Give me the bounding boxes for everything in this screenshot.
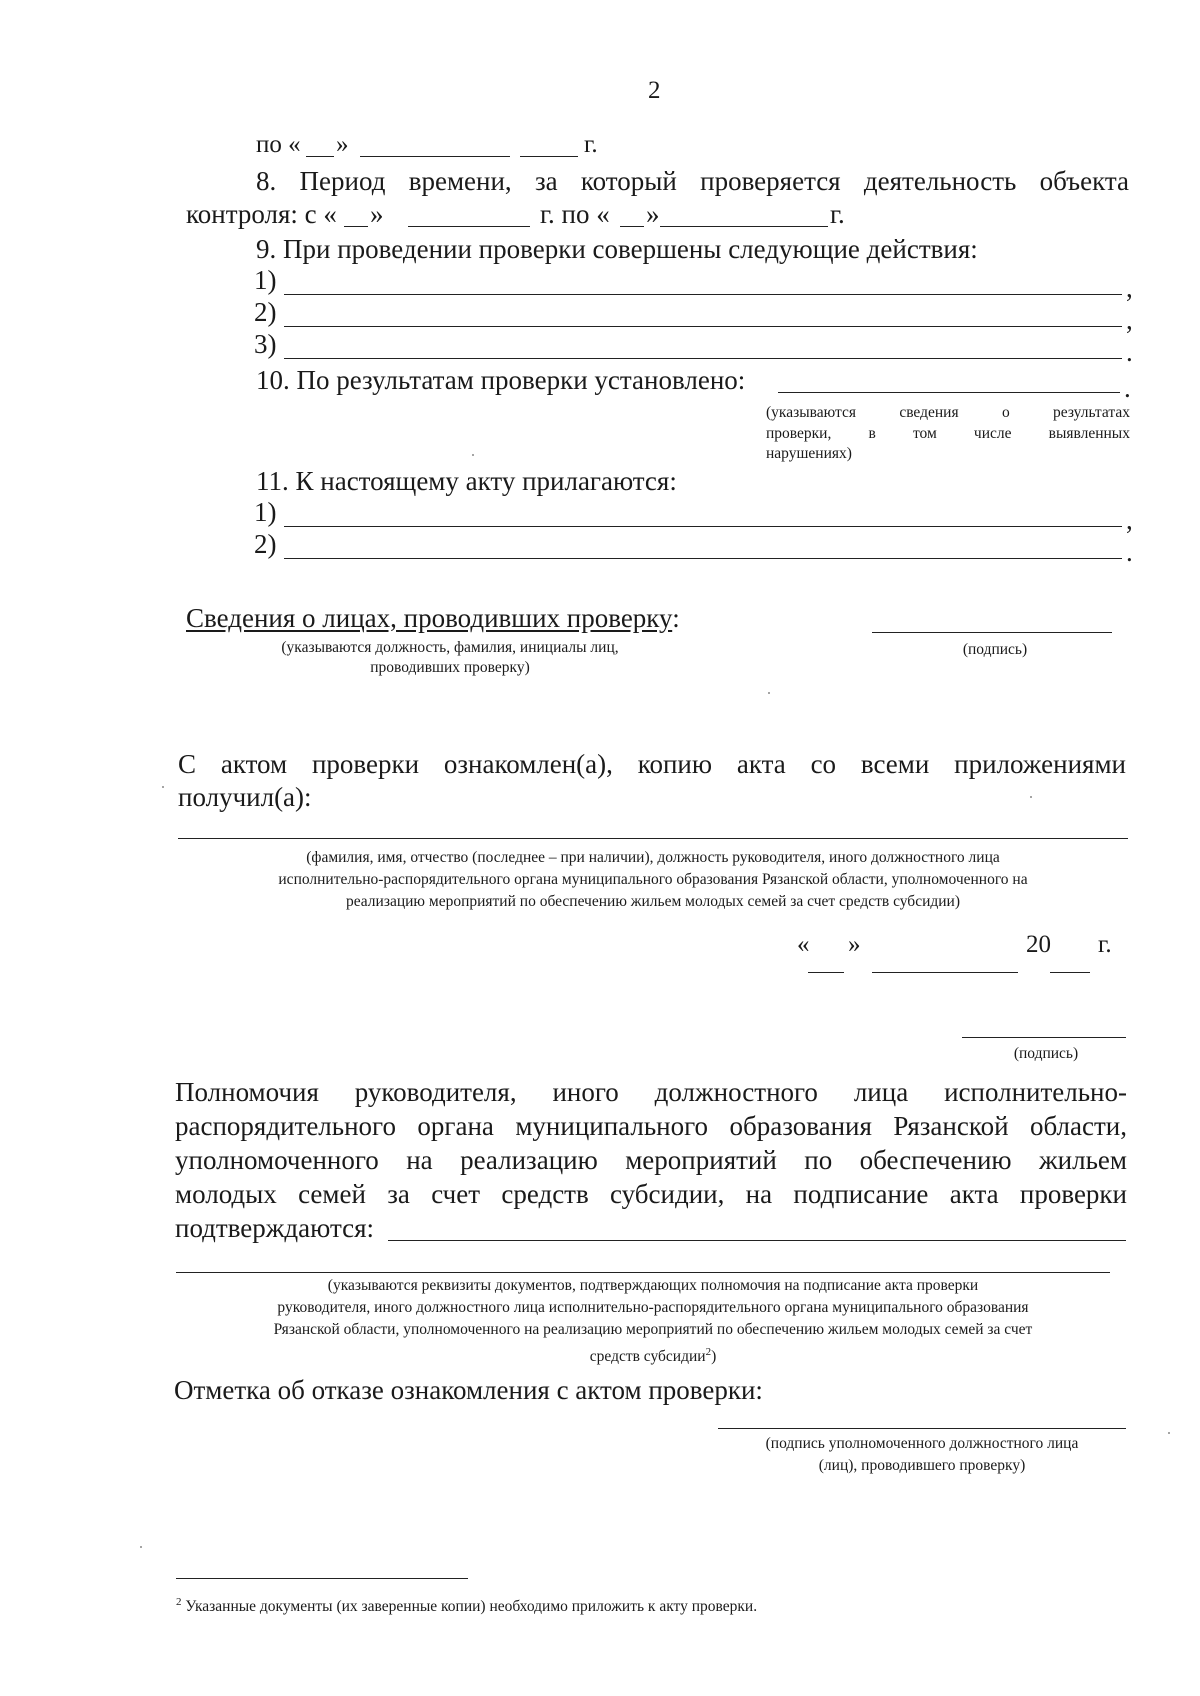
blank-to-day[interactable] xyxy=(620,226,644,227)
acquainted-signature-label: (подпись) xyxy=(1013,1045,1079,1062)
date-year-prefix: 20 xyxy=(1026,931,1051,958)
item11-heading: 11. К настоящему акту прилагаются: xyxy=(256,466,677,496)
powers-note-close: ) xyxy=(711,1348,717,1366)
date-open-quote: « xyxy=(797,931,810,958)
note-word: сведения xyxy=(899,404,959,421)
item11-row1-end: , xyxy=(1126,505,1133,535)
item10-note-row3: нарушениях) xyxy=(766,445,852,462)
inspectors-colon: : xyxy=(672,603,680,633)
scan-speck xyxy=(1168,1432,1170,1434)
item11-row2-num: 2) xyxy=(254,529,277,559)
item9-row1-end: , xyxy=(1126,273,1133,303)
item10-note-row2 xyxy=(766,424,1130,444)
refusal-note-line2: (лиц), проводившего проверку) xyxy=(818,1457,1026,1474)
scan-speck xyxy=(768,692,770,694)
note-word: том xyxy=(912,425,937,442)
po-prefix: по « xyxy=(256,131,301,158)
note-word: в xyxy=(868,425,876,442)
blank-month[interactable] xyxy=(360,156,510,157)
scan-speck xyxy=(162,786,164,788)
powers-line3: уполномоченного на реализацию мероприятий по обеспечению жильем xyxy=(175,1145,1127,1175)
note-word: (указываются xyxy=(766,404,856,421)
acquainted-note-line3: реализацию мероприятий по обеспечению жильем молодых семей за счет средств субсидии) xyxy=(345,893,961,910)
powers-note-footnote-ref[interactable]: 2 xyxy=(705,1346,712,1358)
acquainted-line2: получил(а): xyxy=(178,782,312,812)
item9-row3-blank[interactable] xyxy=(284,358,1122,359)
refusal-note-line1: (подпись уполномоченного должностного лица xyxy=(765,1435,1079,1452)
acquainted-name-blank[interactable] xyxy=(178,838,1128,839)
blank-date-day[interactable] xyxy=(808,972,844,973)
item10-heading: 10. По результатам проверки установлено: xyxy=(256,365,746,395)
blank-from-month[interactable] xyxy=(408,226,530,227)
refusal-signature-blank[interactable] xyxy=(718,1428,1126,1429)
footnote xyxy=(176,1592,757,1617)
blank-day[interactable] xyxy=(306,156,334,157)
note-word: выявленных xyxy=(1048,425,1130,442)
item9-row2-blank[interactable] xyxy=(284,326,1122,327)
item10-note-row1 xyxy=(766,403,1130,423)
inspectors-title: Сведения о лицах, проводивших проверку xyxy=(186,603,673,633)
powers-line4: молодых семей за счет средств субсидии, на подписание акта проверки xyxy=(175,1179,1127,1209)
po-close-quote: » xyxy=(336,131,349,158)
scan-speck xyxy=(472,454,474,456)
item11-row1-blank[interactable] xyxy=(284,526,1122,527)
blank-date-year[interactable] xyxy=(1050,972,1090,973)
footnote-text: Указанные документы (их заверенные копии) необходимо приложить к акту проверки. xyxy=(185,1598,758,1616)
powers-blank-1[interactable] xyxy=(388,1240,1126,1241)
inspectors-signature-label: (подпись) xyxy=(962,641,1028,658)
item11-row2-blank[interactable] xyxy=(284,558,1122,559)
scan-speck xyxy=(1030,796,1032,798)
blank-date-month[interactable] xyxy=(872,972,1018,973)
inspectors-heading xyxy=(186,602,680,634)
blank-to-month[interactable] xyxy=(660,226,828,227)
item8-close1: » xyxy=(370,199,384,229)
item9-row2-num: 2) xyxy=(254,297,277,327)
item9-row3-end: . xyxy=(1126,337,1133,367)
item8-mid: г. по « xyxy=(540,199,610,229)
powers-note-line2: руководителя, иного должностного лица исполнительно-распорядительного органа муниципального образования xyxy=(277,1299,1029,1316)
note-word: о xyxy=(1001,404,1010,421)
powers-line5: подтверждаются: xyxy=(175,1213,375,1243)
page-number: 2 xyxy=(648,77,661,104)
po-suffix: г. xyxy=(584,131,598,158)
scan-speck xyxy=(140,1546,142,1548)
item9-heading: 9. При проведении проверки совершены следующие действия: xyxy=(256,234,978,264)
date-year-suffix: г. xyxy=(1098,931,1112,958)
powers-note-line1: (указываются реквизиты документов, подтверждающих полномочия на подписание акта проверки xyxy=(327,1277,979,1294)
item11-row2-end: . xyxy=(1126,537,1133,567)
acquainted-signature-blank[interactable] xyxy=(962,1037,1126,1038)
powers-line1: Полномочия руководителя, иного должностного лица исполнительно- xyxy=(175,1077,1127,1107)
acquainted-line1: С актом проверки ознакомлен(а), копию акта со всеми приложениями xyxy=(178,749,1126,779)
item8-suffix: г. xyxy=(830,199,845,229)
item9-row2-end: , xyxy=(1126,305,1133,335)
item8-line1: 8. Период времени, за который проверяется деятельность объекта xyxy=(256,166,1129,196)
blank-year[interactable] xyxy=(520,156,578,157)
note-word: числе xyxy=(973,425,1012,442)
powers-note-text: средств субсидии xyxy=(589,1348,706,1366)
powers-blank-2[interactable] xyxy=(176,1272,1110,1273)
inspectors-note-line1: (указываются должность, фамилия, инициалы лиц, xyxy=(281,639,619,656)
inspectors-signature-blank[interactable] xyxy=(872,632,1112,633)
footnote-separator xyxy=(176,1578,468,1579)
item11-row1-num: 1) xyxy=(254,497,277,527)
item10-blank[interactable] xyxy=(778,392,1120,393)
item9-row1-num: 1) xyxy=(254,265,277,295)
item9-row1-blank[interactable] xyxy=(284,294,1122,295)
item9-row3-num: 3) xyxy=(254,329,277,359)
note-word: результатах xyxy=(1053,404,1130,421)
powers-line2: распорядительного органа муниципального образования Рязанской области, xyxy=(175,1111,1127,1141)
acquainted-note-line2: исполнительно-распорядительного органа муниципального образования Рязанской области, уполномоченного на xyxy=(278,871,1028,888)
note-word: проверки, xyxy=(766,425,832,442)
item8-close2: » xyxy=(646,199,660,229)
blank-from-day[interactable] xyxy=(344,226,368,227)
refusal-heading: Отметка об отказе ознакомления с актом проверки: xyxy=(174,1375,763,1405)
date-close-quote: » xyxy=(848,931,861,958)
inspectors-note-line2: проводивших проверку) xyxy=(370,659,530,676)
item8-prefix: контроля: с « xyxy=(186,199,337,229)
footnote-mark: 2 xyxy=(176,1596,182,1608)
powers-note-line3: Рязанской области, уполномоченного на реализацию мероприятий по обеспечению жильем молодых семей за счет xyxy=(273,1321,1033,1338)
item10-end: . xyxy=(1124,373,1131,403)
powers-note-line4 xyxy=(176,1342,1130,1367)
acquainted-note-line1: (фамилия, имя, отчество (последнее – при наличии), должность руководителя, иного должностного лица xyxy=(306,849,1000,866)
